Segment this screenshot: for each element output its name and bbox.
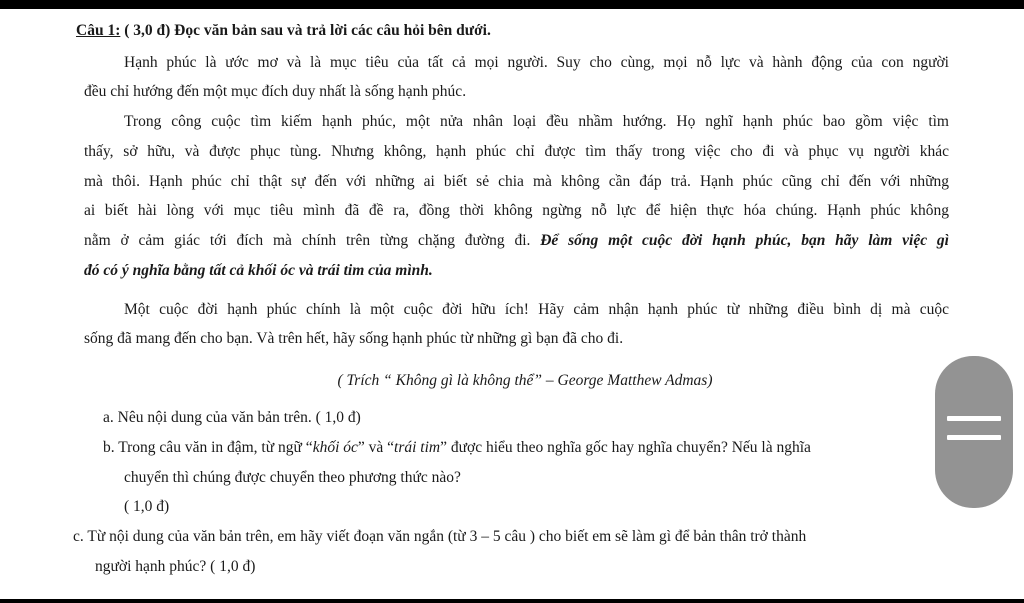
passage-p2-line1: Trong công cuộc tìm kiếm hạnh phúc, một nửa nhân loại đều nhầm hướng. Họ nghĩ hạnh phúc bao gồm việc tìm — [124, 113, 949, 130]
bottom-edge-bar — [0, 599, 1024, 603]
passage-p1-line1: Hạnh phúc là ước mơ và là mục tiêu của tất cả mọi người. Suy cho cùng, mọi nỗ lực và hành động của con người — [124, 54, 949, 71]
question-b-prefix: b. Trong câu văn in đậm, từ ngữ “ — [103, 439, 313, 456]
scroll-drag-handle[interactable] — [935, 356, 1013, 508]
top-edge-bar — [0, 0, 1024, 9]
question-b-mid: ” và “ — [357, 439, 395, 456]
term-trai-tim: trái tim — [394, 439, 441, 456]
passage-p2-line2: thấy, sở hữu, và được phục tùng. Nhưng không, hạnh phúc chỉ được tìm thấy trong việc cho đi và phục vụ người khác — [84, 143, 949, 160]
question-b-suffix: ” được hiểu theo nghĩa gốc hay nghĩa chuyển? Nếu là nghĩa — [440, 439, 811, 456]
question-c-line1: c. Từ nội dung của văn bản trên, em hãy viết đoạn văn ngắn (từ 3 – 5 câu ) cho biết em sẽ làm gì để bản thân trở thành — [73, 528, 807, 545]
question-a: a. Nêu nội dung của văn bản trên. ( 1,0 đ) — [103, 409, 361, 426]
passage-p2-line3: mà thôi. Hạnh phúc chỉ thật sự đến với những ai biết sẻ chia mà không cần đáp trả. Hạnh phúc cũng chỉ đến với những — [84, 173, 949, 190]
question-title: ( 3,0 đ) Đọc văn bản sau và trả lời các câu hỏi bên dưới. — [120, 22, 491, 39]
question-b-line1 — [103, 438, 953, 458]
passage-p2-line4: ai biết hài lòng với mục tiêu mình đã đề ra, đồng thời không ngừng nỗ lực để hiện thực hóa chúng. Hạnh phúc không — [84, 202, 949, 219]
passage-p3-line1: Một cuộc đời hạnh phúc chính là một cuộc đời hữu ích! Hãy cảm nhận hạnh phúc từ những điều bình dị mà cuộc — [124, 301, 949, 318]
question-c-line2: người hạnh phúc? ( 1,0 đ) — [95, 558, 256, 575]
term-khoi-oc: khối óc — [312, 439, 358, 456]
passage-source: ( Trích “ Không gì là không thể” – George Matthew Admas) — [337, 372, 713, 389]
bold-sentence-part1: Để sống một cuộc đời hạnh phúc, bạn hãy làm việc gì — [540, 232, 949, 249]
question-number: Câu 1: — [76, 22, 121, 39]
passage-p2-line5 — [84, 231, 949, 251]
passage-plain-text: nằm ở cảm giác tới đích mà chính trên từng chặng đường đi. — [84, 232, 541, 249]
question-heading — [76, 21, 491, 41]
passage-p1-line2: đều chỉ hướng đến một mục đích duy nhất là sống hạnh phúc. — [84, 83, 467, 100]
question-b-points: ( 1,0 đ) — [124, 498, 170, 515]
question-b-line2: chuyển thì chúng được chuyển theo phương thức nào? — [124, 469, 461, 486]
bold-sentence-part2: đó có ý nghĩa bằng tất cả khối óc và trái tim của mình. — [84, 262, 433, 279]
passage-p3-line2: sống đã mang đến cho bạn. Và trên hết, hãy sống hạnh phúc từ những gì bạn đã cho đi. — [84, 330, 624, 347]
